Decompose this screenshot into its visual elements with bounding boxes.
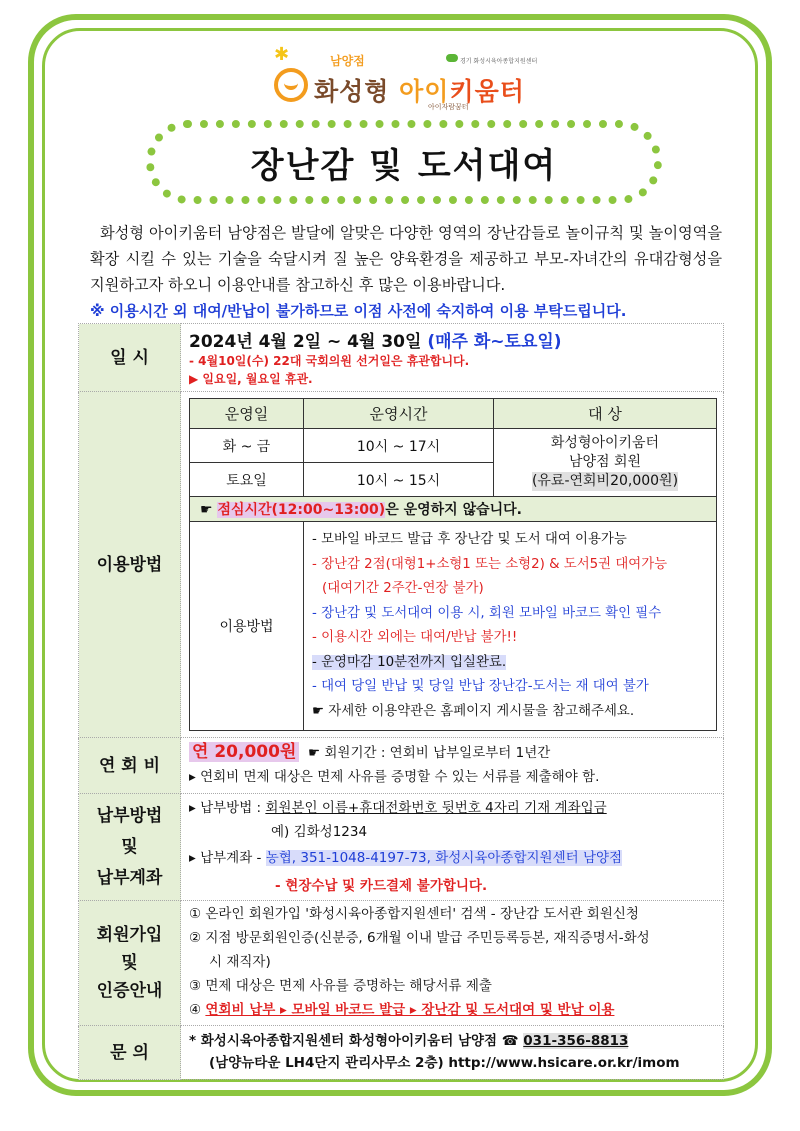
schedule-label: 일 시 (79, 324, 181, 392)
schedule-note-closed: ▶ 일요일, 월요일 휴관. (189, 372, 313, 386)
row-day: 토요일 (190, 463, 304, 497)
fee-label: 연 회 비 (79, 738, 181, 794)
header-day: 운영일 (190, 399, 304, 429)
list-item: - 장난감 2점(대형1+소형1 또는 소형2) & 도서5권 대여가능 (312, 556, 668, 572)
logo-branch: 남양점 (330, 54, 365, 68)
list-item: ☛ 자세한 이용약관은 홈페이지 게시물을 참고해주세요. (312, 703, 635, 719)
list-item: - 장난감 및 도서대여 이용 시, 회원 모바일 바코드 확인 필수 (312, 605, 662, 621)
schedule-date: 2024년 4월 2일 ~ 4월 30일 (189, 332, 422, 352)
contact-phone: 031-356-8813 (523, 1033, 629, 1049)
schedule-row (79, 324, 724, 392)
signup-step-1: ① 온라인 회원가입 '화성시육아종합지원센터' 검색 - 장난감 도서관 회원신청 (189, 906, 639, 922)
logo-sub: 아이자람꿈터 (428, 103, 469, 111)
payment-no-cash: - 현장수납 및 카드결제 불가합니다. (275, 878, 488, 894)
list-item: (대여기간 2주간-연장 불가) (322, 581, 484, 596)
fee-amount: 연 20,000원 (189, 742, 299, 762)
star-icon: ✱ (274, 44, 290, 65)
usage-label: 이용방법 (79, 392, 181, 738)
target-cell: 화성형아이키움터 남양점 회원 (유료-연회비20,000원) (494, 429, 717, 497)
schedule-note-election: - 4월10일(수) 22대 국회의원 선거일은 휴관합니다. (189, 354, 470, 368)
payment-method: 회원본인 이름+휴대전화번호 뒷번호 4자리 기재 계좌입금 (265, 800, 607, 816)
signup-step-2b: 시 재직자) (209, 954, 271, 970)
method-label: 이용방법 (190, 522, 304, 730)
fee-exempt: ▸ 연회비 면제 대상은 면제 사유를 증명할 수 있는 서류를 제출해야 함. (189, 769, 600, 785)
header-time: 운영시간 (304, 399, 494, 429)
signup-row: 회원가입 및 인증안내 ① 온라인 회원가입 '화성시육아종합지원센터' 검색 - 장난감 도서관 회원신청 ② 지점 방문회원인증(신분증, 6개월 이내 발급 주민등록등본, 재직증명서-화성 시 재직자) ③ 면제 대상은 면제 사유를 증명하는 해당서류 제출 ④ 연회비 납부 ▸ 모바일 바코드 발급 ▸ 장난감 및 도서대여 및 반납 이용 (79, 901, 724, 1026)
contact-label: 문 의 (79, 1026, 181, 1080)
schedule-days: (매주 화~토요일) (427, 332, 562, 352)
method-list (304, 522, 716, 730)
signup-step-2: ② 지점 방문회원인증(신분증, 6개월 이내 발급 주민등록등본, 재직증명서-화성 (189, 930, 650, 946)
title-box (146, 120, 662, 204)
row-time: 10시 ~ 15시 (304, 463, 494, 497)
smile-face-icon (274, 68, 308, 102)
payment-row: 납부방법 및 납부계좌 ▸ 납부방법 : 회원본인 이름+휴대전화번호 뒷번호 4자리 기재 계좌입금 예) 김화성1234 ▸ 납부계좌 - 농협, 351-1048-4197-73, 화성시육아종합지원센터 남양점 - 현장수납 및 카드결제 불가합니다. (79, 794, 724, 901)
intro-notice: ※ 이용시간 외 대여/반납이 불가하므로 이점 사전에 숙지하여 이용 부탁드립니다. (90, 302, 627, 320)
pointer-icon: ☛ (200, 502, 213, 518)
signup-step-3: ③ 면제 대상은 면제 사유를 증명하는 해당서류 제출 (189, 978, 492, 994)
row-day: 화 ~ 금 (190, 429, 304, 463)
intro-paragraph: 화성형 아이키움터 남양점은 발달에 알맞은 다양한 영역의 장난감들로 놀이규칙 및 놀이영역을 확장 시킬 수 있는 기술을 숙달시켜 질 높은 양육환경을 제공하고 부모-자녀간의 유대감형성을 지원하고자 하오니 이용안내를 참고하신 후 많은 이용바랍니다. (90, 224, 722, 294)
page-title: 장난감 및 도서대여 (250, 145, 558, 186)
fee-period: ☛ 회원기간 : 연회비 납부일로부터 1년간 (307, 745, 551, 761)
payment-label: 납부방법 및 납부계좌 (79, 794, 181, 901)
contact-row (79, 1026, 724, 1080)
lunch-notice: ☛ 점심시간(12:00~13:00)은 운영하지 않습니다. (189, 497, 717, 522)
org-logo-icon (446, 54, 458, 62)
payment-account: 농협, 351-1048-4197-73, 화성시육아종합지원센터 남양점 (265, 850, 623, 866)
logo-org: 경기 화성시육아종합지원센터 (460, 58, 538, 65)
method-box (189, 522, 717, 731)
list-item: - 운영마감 10분전까지 입실완료. (312, 654, 507, 670)
contact-line: * 화성시육아종합지원센터 화성형아이키움터 남양점 ☎ (189, 1033, 519, 1049)
row-time: 10시 ~ 17시 (304, 429, 494, 463)
logo-name: 화성형 아이키움터 (314, 77, 525, 106)
hours-table (189, 398, 717, 497)
signup-step-4: 연회비 납부 ▸ 모바일 바코드 발급 ▸ 장난감 및 도서대여 및 반납 이용 (205, 1002, 615, 1018)
list-item: - 모바일 바코드 발급 후 장난감 및 도서 대여 이용가능 (312, 532, 627, 547)
payment-example: 예) 김화성1234 (271, 824, 368, 840)
info-table (78, 323, 724, 1080)
list-item: - 이용시간 외에는 대여/반납 불가!! (312, 630, 518, 645)
signup-label: 회원가입 및 인증안내 (79, 901, 181, 1026)
usage-row (79, 392, 724, 738)
contact-address: (남양뉴타운 LH4단지 관리사무소 2층) http://www.hsicare.or.kr/imom (209, 1055, 680, 1071)
fee-row (79, 738, 724, 794)
intro (90, 220, 722, 324)
list-item: - 대여 당일 반납 및 당일 반납 장난감-도서는 재 대여 불가 (312, 679, 649, 694)
logo (270, 40, 550, 120)
header-target: 대 상 (494, 399, 717, 429)
